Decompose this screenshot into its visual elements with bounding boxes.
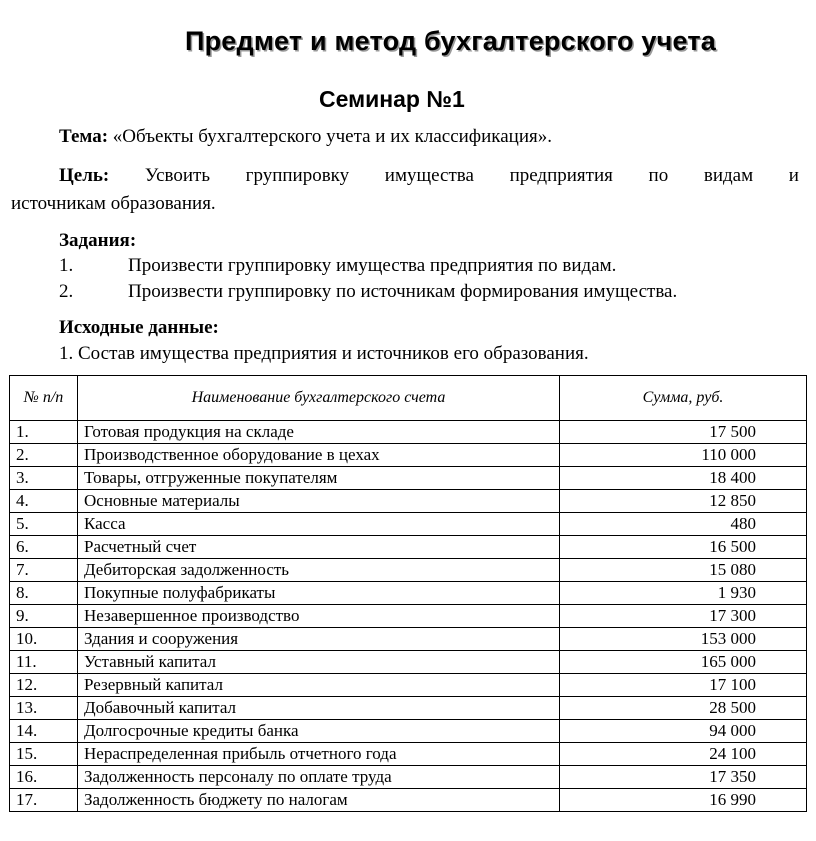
task-text: Произвести группировку по источникам формирования имущества.: [128, 281, 678, 302]
row-number: 7.: [10, 559, 78, 582]
table-row: [10, 628, 807, 651]
table-row: [10, 605, 807, 628]
row-number: 1.: [10, 421, 78, 444]
row-sum: 17 100: [560, 674, 807, 697]
task-number: 2.: [59, 281, 74, 302]
row-number: 13.: [10, 697, 78, 720]
task-text: Произвести группировку имущества предприятия по видам.: [128, 255, 617, 276]
row-account-name: Производственное оборудование в цехах: [78, 444, 560, 467]
row-sum: 480: [560, 513, 807, 536]
row-sum: 153 000: [560, 628, 807, 651]
topic-text: «Объекты бухгалтерского учета и их классификация».: [112, 126, 552, 147]
row-account-name: Расчетный счет: [78, 536, 560, 559]
row-sum: 94 000: [560, 720, 807, 743]
table-row: [10, 559, 807, 582]
goal-word: видам: [703, 165, 754, 186]
task-item: [59, 254, 616, 278]
row-sum: 16 500: [560, 536, 807, 559]
header-sum: Сумма, руб.: [560, 376, 807, 421]
row-sum: 24 100: [560, 743, 807, 766]
header-num: № п/п: [10, 376, 78, 421]
row-account-name: Задолженность бюджету по налогам: [78, 789, 560, 812]
table-row: [10, 490, 807, 513]
row-sum: 1 930: [560, 582, 807, 605]
row-sum: 165 000: [560, 651, 807, 674]
row-sum: 110 000: [560, 444, 807, 467]
table-row: [10, 674, 807, 697]
task-number: 1.: [59, 255, 74, 276]
row-number: 8.: [10, 582, 78, 605]
row-account-name: Покупные полуфабрикаты: [78, 582, 560, 605]
goal-line: [59, 164, 799, 188]
row-sum: 15 080: [560, 559, 807, 582]
row-sum: 16 990: [560, 789, 807, 812]
row-number: 10.: [10, 628, 78, 651]
row-number: 12.: [10, 674, 78, 697]
row-number: 16.: [10, 766, 78, 789]
table-row: [10, 582, 807, 605]
row-number: 4.: [10, 490, 78, 513]
row-account-name: Добавочный капитал: [78, 697, 560, 720]
row-number: 15.: [10, 743, 78, 766]
row-account-name: Уставный капитал: [78, 651, 560, 674]
source-heading: Исходные данные:: [59, 317, 219, 338]
goal-word: предприятия: [509, 165, 613, 186]
row-number: 17.: [10, 789, 78, 812]
goal-continuation: источникам образования.: [11, 193, 216, 214]
goal-label: Цель:: [59, 165, 110, 186]
row-number: 2.: [10, 444, 78, 467]
row-sum: 12 850: [560, 490, 807, 513]
row-sum: 17 350: [560, 766, 807, 789]
row-account-name: Касса: [78, 513, 560, 536]
table-row: [10, 421, 807, 444]
table-row: [10, 536, 807, 559]
row-account-name: Товары, отгруженные покупателям: [78, 467, 560, 490]
row-sum: 17 300: [560, 605, 807, 628]
row-account-name: Незавершенное производство: [78, 605, 560, 628]
table-row: [10, 444, 807, 467]
goal-word: и: [788, 165, 799, 186]
header-name: Наименование бухгалтерского счета: [78, 376, 560, 421]
source-subtitle: 1. Состав имущества предприятия и источников его образования.: [59, 343, 589, 364]
seminar-heading: Семинар №1: [319, 86, 465, 112]
goal-word: Усвоить: [144, 165, 210, 186]
table-row: [10, 720, 807, 743]
row-account-name: Нераспределенная прибыль отчетного года: [78, 743, 560, 766]
row-sum: 17 500: [560, 421, 807, 444]
table-row: [10, 467, 807, 490]
row-account-name: Долгосрочные кредиты банка: [78, 720, 560, 743]
task-item: [59, 280, 677, 304]
row-account-name: Дебиторская задолженность: [78, 559, 560, 582]
row-number: 3.: [10, 467, 78, 490]
table-header-row: [10, 376, 807, 421]
table-row: [10, 789, 807, 812]
row-account-name: Готовая продукция на складе: [78, 421, 560, 444]
row-number: 5.: [10, 513, 78, 536]
topic-label: Тема:: [59, 126, 109, 147]
row-sum: 28 500: [560, 697, 807, 720]
table-row: [10, 513, 807, 536]
topic-line: [59, 125, 552, 149]
goal-word: группировку: [245, 165, 350, 186]
row-account-name: Резервный капитал: [78, 674, 560, 697]
document-title: Предмет и метод бухгалтерского учета: [185, 26, 716, 56]
row-number: 14.: [10, 720, 78, 743]
row-sum: 18 400: [560, 467, 807, 490]
accounts-table: [9, 375, 807, 812]
row-account-name: Основные материалы: [78, 490, 560, 513]
table-body: [10, 421, 807, 812]
table-row: [10, 766, 807, 789]
row-account-name: Здания и сооружения: [78, 628, 560, 651]
tasks-heading: Задания:: [59, 230, 137, 251]
table-row: [10, 743, 807, 766]
row-account-name: Задолженность персоналу по оплате труда: [78, 766, 560, 789]
row-number: 9.: [10, 605, 78, 628]
goal-word: по: [648, 165, 669, 186]
row-number: 6.: [10, 536, 78, 559]
table-row: [10, 697, 807, 720]
table-row: [10, 651, 807, 674]
row-number: 11.: [10, 651, 78, 674]
goal-word: имущества: [384, 165, 474, 186]
